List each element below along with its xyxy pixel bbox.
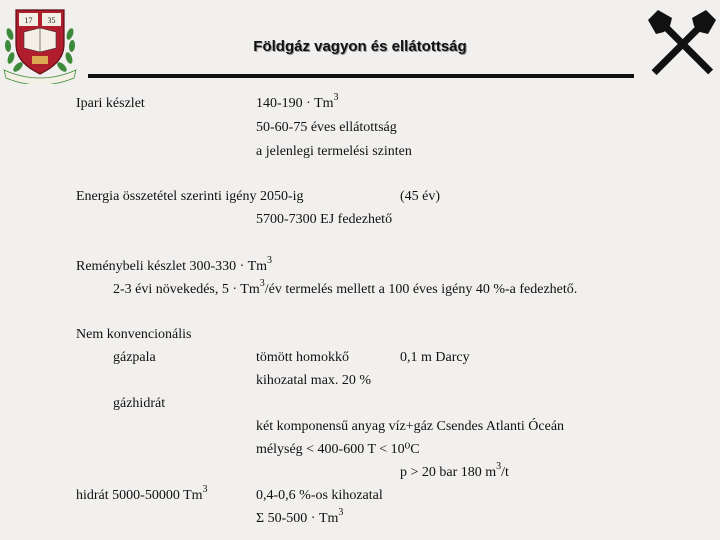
energia-years: (45 év): [400, 189, 441, 204]
gazhidrat-pressure: p > 20 bar 180 $m^3/t$: [400, 461, 509, 480]
nemkonv-heading: Nem konvencionális: [76, 327, 192, 342]
energia-coverage: 5700-7300 EJ fedezhető: [256, 212, 393, 227]
svg-text:17: 17: [24, 16, 33, 25]
hidrat-recovery: 0,4-0,6 %-os kihozatal: [256, 488, 383, 503]
gazhidrat-label: gázhidrát: [113, 396, 166, 411]
remenybeli-reserve: Reménybeli készlet $300-330 \cdot Tm^3$: [76, 255, 273, 274]
gazpala-recovery: kihozatal max. 20 %: [256, 373, 372, 388]
title-underline: [88, 74, 634, 78]
energia-demand: Energia összetétel szerinti igény 2050-ig: [76, 189, 304, 204]
hidrat-sum: Σ $50-500 \cdot Tm^3$: [256, 507, 344, 526]
ipari-amount: $140-190 \cdot Tm^3$: [256, 92, 339, 111]
gazhidrat-composition: két komponensű anyag víz+gáz Csendes Atlanti Óceán: [256, 419, 565, 434]
gazpala-permeability: 0,1 m Darcy: [400, 350, 470, 365]
svg-text:35: 35: [47, 16, 56, 25]
ipari-supply: 50-60-75 éves ellátottság: [256, 120, 397, 135]
hidrat-reserve: hidrát 5000-50000 Tm$^3$: [76, 484, 208, 503]
ipari-label: Ipari készlet: [76, 96, 145, 111]
gazpala-rock: tömött homokkő: [256, 350, 349, 365]
page-title: Földgáz vagyon és ellátottság: [253, 38, 467, 55]
gazpala-label: gázpala: [113, 350, 156, 365]
ipari-production: a jelenlegi termelési szinten: [256, 144, 412, 159]
gazhidrat-depth: mélység < 400-600 T < 10⁰C: [256, 442, 420, 457]
remenybeli-growth: 2-3 évi növekedés, $5 \cdot Tm^3/év$ termelés mellett a 100 éves igény 40 %-a fedezhető.: [113, 278, 578, 297]
